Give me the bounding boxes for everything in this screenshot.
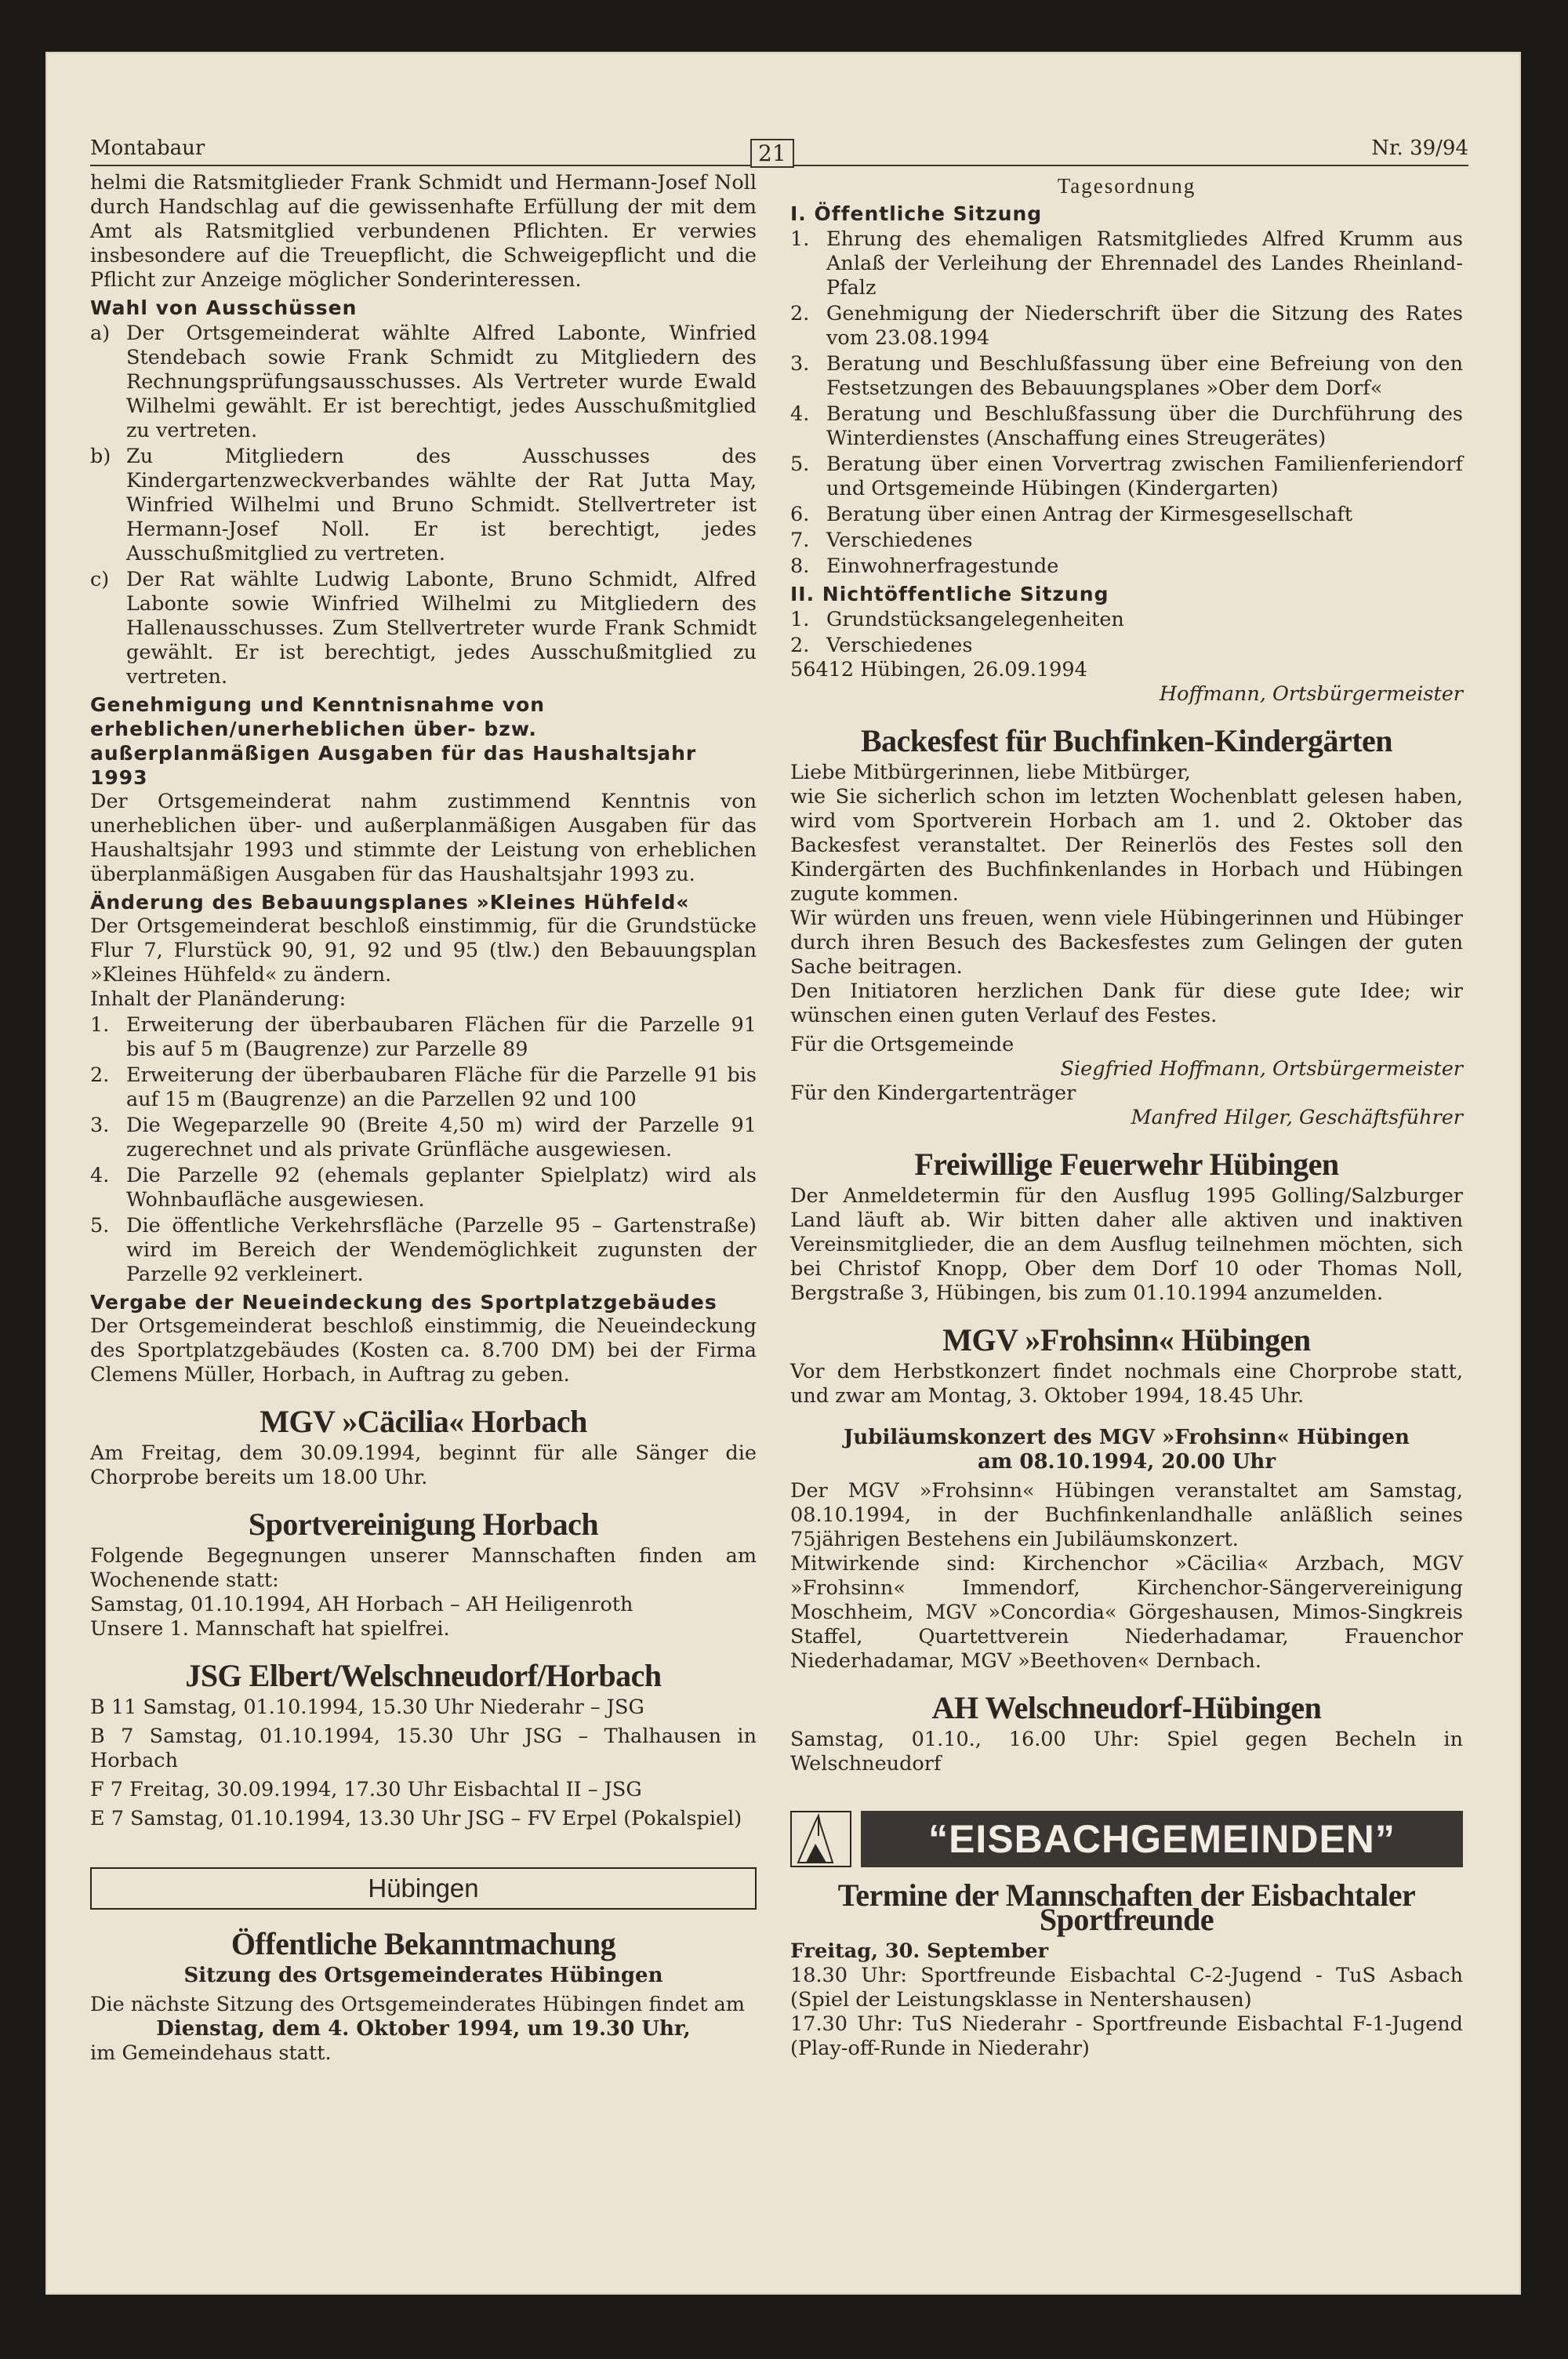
eisbach-day: Freitag, 30. September [790,1939,1049,1963]
jsg-line: E 7 Samstag, 01.10.1994, 13.30 Uhr JSG – FV Erpel (Pokalspiel) [90,1807,742,1830]
genehmigung-heading: Genehmigung und Kenntnisnahme von erheblichen/unerheblichen über- bzw. außerplanmäßigen Ausgaben für das Haushaltsjahr 1993 [90,693,697,789]
jsg-line: B 7 Samstag, 01.10.1994, 15.30 Uhr JSG – Thalhausen in Horbach [90,1725,757,1772]
tagesordnung-title: Tagesordnung [1057,174,1196,198]
backesfest-title: Backesfest für Buchfinken-Kindergärten [860,723,1393,758]
aenderung-heading: Änderung des Bebauungsplanes »Kleines Hühfeld« [90,891,690,914]
eisbach-line: 18.30 Uhr: Sportfreunde Eisbachtal C-2-Jugend - TuS Asbach (Spiel der Leistungsklasse in Nentershausen) [790,1964,1463,2012]
list-item: 4. Die Parzelle 92 (ehemals geplanter Spielplatz) wird als Wohnbaufläche ausgewiesen. [90,1164,757,1212]
wahl-heading: Wahl von Ausschüssen [90,296,358,319]
intro-paragraph: helmi die Ratsmitglieder Frank Schmidt und Hermann-Josef Noll durch Handschlag auf die gewissenhafte Erfüllung der mit dem Amt als Ratsmitglied verbundenen Pflichten. Er verwies insbesondere auf die Treuepflicht, die Schweigepflicht und die Pflicht zur Anzeige möglicher Sonderinteressen. [90,171,757,292]
eisbach-line: 17.30 Uhr: TuS Niederahr - Sportfreunde Eisbachtal F-1-Jugend (Play-off-Runde in Niederahr) [790,2012,1463,2060]
bekanntmachung-title: Öffentliche Bekanntmachung [230,1926,616,1961]
jsg-line: B 11 Samstag, 01.10.1994, 15.30 Uhr Niederahr – JSG [90,1696,644,1719]
list-item: a) Der Ortsgemeinderat wählte Alfred Labonte, Winfried Stendebach sowie Frank Schmidt zu Mitgliedern des Rechnungsprüfungsausschusses. Als Vertreter wurde Ewald Wilhelmi gewählt. Er ist berechtigt, jedes Ausschußmitglied zu vertreten. [90,322,757,442]
list-item: 1. Ehrung des ehemaligen Ratsmitgliedes Alfred Krumm aus Anlaß der Verleihung der Ehrennadel des Landes Rheinland-Pfalz [790,227,1463,300]
header-town: Montabaur [90,136,205,160]
eisbach-banner-row [790,1811,1463,1867]
frohsinn-text: Vor dem Herbstkonzert findet nochmals eine Chorprobe statt, und zwar am Montag, 3. Oktober 1994, 18.45 Uhr. [790,1360,1463,1408]
tagesordnung-place-date: 56412 Hübingen, 26.09.1994 [790,658,1087,682]
ah-title: AH Welschneudorf-Hübingen [931,1690,1322,1725]
feuerwehr-title: Freiwillige Feuerwehr Hübingen [914,1147,1339,1182]
mgv-caecilia-title: MGV »Cäcilia« Horbach [260,1404,587,1439]
mgv-caecilia-text: Am Freitag, dem 30.09.1994, beginnt für alle Sänger die Chorprobe bereits um 18.00 Uhr. [90,1441,757,1489]
vergabe-text: Der Ortsgemeinderat beschloß einstimmig, die Neueindeckung des Sportplatzgebäudes (Kosten ca. 8.700 DM) bei der Firma Clemens Müller, Horbach, in Auftrag zu geben. [90,1314,757,1387]
bekanntmachung-subtitle: Sitzung des Ortsgemeinderates Hübingen [183,1964,663,1987]
genehmigung-text: Der Ortsgemeinderat nahm zustimmend Kenntnis von unerheblichen über- und außerplanmäßigen Ausgaben für das Haushaltsjahr 1993 und stimmte der Leistung von erheblichen überplanmäßigen Ausgaben für das Haushaltsjahr 1993 zu. [90,790,757,886]
eisbachgemeinden-banner: “EISBACHGEMEINDEN” [861,1811,1463,1867]
list-item: 4. Beratung und Beschlußfassung über die Durchführung des Winterdienstes (Anschaffung eines Streugerätes) [790,402,1463,450]
list-item: 2. Genehmigung der Niederschrift über die Sitzung des Rates vom 23.08.1994 [790,302,1463,350]
list-item: 7. Verschiedenes [790,529,973,552]
huebingen-section-header: Hübingen [90,1867,757,1910]
tagesordnung-section-public: I. Öffentliche Sitzung [790,202,1043,225]
aenderung-text: Der Ortsgemeinderat beschloß einstimmig, für die Grundstücke Flur 7, Flurstück 90, 91, 92 und 95 (tlw.) den Bebauungsplan »Kleines Hühfeld« zu ändern. [90,914,757,987]
list-item: b) Zu Mitgliedern des Ausschusses des Kindergartenzweckverbandes wählte der Rat Jutta May, Winfried Wilhelmi und Bruno Schmidt. Stellvertreter ist Hermann-Josef Noll. Er ist berechtigt, jedes Ausschußmitglied zu vertreten. [90,445,757,565]
frohsinn-concert-heading: Jubiläumskonzert des MGV »Frohsinn« Hübingen [844,1426,1410,1449]
sport-line: Unsere 1. Mannschaft hat spielfrei. [90,1617,450,1641]
frohsinn-paragraph: Der MGV »Frohsinn« Hübingen veranstaltet am Samstag, 08.10.1994, in der Buchfinkenlandhalle anläßlich seines 75jährigen Bestehens ein Jubiläumskonzert. [790,1479,1463,1551]
left-column [90,171,757,2066]
tagesordnung-signature: Hoffmann, Ortsbürgermeister [1159,682,1463,706]
aenderung-inhalt: Inhalt der Planänderung: [90,987,347,1011]
backesfest-for-ortsgemeinde: Für die Ortsgemeinde [790,1033,1014,1056]
jsg-title: JSG Elbert/Welschneudorf/Horbach [185,1658,662,1693]
page-number: 21 [750,139,794,168]
eisbach-logo-icon [790,1811,851,1867]
jsg-line: F 7 Freitag, 30.09.1994, 17.30 Uhr Eisbachtal II – JSG [90,1778,642,1801]
list-item: 8. Einwohnerfragestunde [790,554,1059,578]
frohsinn-paragraph: Mitwirkende sind: Kirchenchor »Cäcilia« Arzbach, MGV »Frohsinn« Immendorf, Kirchenchor-Sängervereinigung Moschheim, MGV »Concordia« Görgeshausen, Mimos-Singkreis Staffel, Quartettverein Niederhadamar, Frauenchor Niederhadamar, MGV »Beethoven« Dernbach. [790,1552,1463,1673]
list-item: 6. Beratung über einen Antrag der Kirmesgesellschaft [790,503,1353,526]
frohsinn-title: MGV »Frohsinn« Hübingen [942,1322,1311,1358]
bekanntmachung-place: im Gemeindehaus statt. [90,2041,332,2065]
backesfest-signature: Siegfried Hoffmann, Ortsbürgermeister [1060,1057,1463,1081]
issue-number: Nr. 39/94 [1371,136,1468,160]
sportvereinigung-title: Sportvereinigung Horbach [248,1507,599,1542]
backesfest-paragraph: wie Sie sicherlich schon im letzten Wochenblatt gelesen haben, wird vom Sportverein Horbach am 1. und 2. Oktober das Backesfest veranstaltet. Der Reinerlös des Festes soll den Kindergärten des Buchfinkenlandes in Horbach und Hübingen zugute kommen. [790,785,1463,906]
page-header [90,127,1468,166]
sport-line: Folgende Begegnungen unserer Mannschaften finden am Wochenende statt: [90,1544,757,1592]
frohsinn-concert-date: am 08.10.1994, 20.00 Uhr [977,1450,1276,1474]
list-item: 1. Grundstücksangelegenheiten [790,608,1124,631]
bekanntmachung-text: Die nächste Sitzung des Ortsgemeinderates Hübingen findet am [90,1993,745,2016]
list-item: 2. Verschiedenes [790,634,973,657]
backesfest-paragraph: Den Initiatoren herzlichen Dank für diese gute Idee; wir wünschen einen guten Verlauf des Festes. [790,980,1463,1027]
vergabe-heading: Vergabe der Neueindeckung des Sportplatzgebäudes [90,1291,717,1314]
backesfest-paragraph: Wir würden uns freuen, wenn viele Hübingerinnen und Hübinger durch ihren Besuch des Backesfestes zum Gelingen der guten Sache beitragen. [790,907,1463,979]
right-column [790,171,1463,2061]
list-item: 5. Beratung über einen Vorvertrag zwischen Familienferiendorf und Ortsgemeinde Hübingen (Kindergarten) [790,453,1463,500]
feuerwehr-text: Der Anmeldetermin für den Ausflug 1995 Golling/Salzburger Land läuft ab. Wir bitten daher alle aktiven und inaktiven Vereinsmitglieder, die an dem Ausflug teilnehmen möchten, sich bei Christof Knopp, Ober dem Dorf 10 oder Thomas Noll, Bergstraße 3, Hübingen, bis zum 01.10.1994 anzumelden. [790,1184,1463,1305]
list-item: 1. Erweiterung der überbaubaren Flächen für die Parzelle 91 bis auf 5 m (Baugrenze) zur Parzelle 89 [90,1013,757,1061]
list-item: 3. Die Wegeparzelle 90 (Breite 4,50 m) wird der Parzelle 91 zugerechnet und als private Grünfläche ausgewiesen. [90,1114,757,1161]
backesfest-signature: Manfred Hilger, Geschäftsführer [1131,1106,1463,1129]
list-item: c) Der Rat wählte Ludwig Labonte, Bruno Schmidt, Alfred Labonte sowie Winfried Wilhelmi zu Mitgliedern des Hallenausschusses. Zum Stellvertreter wurde Frank Schmidt gewählt. Er ist berechtigt, jedes Ausschußmitglied zu vertreten. [90,568,757,689]
list-item: 2. Erweiterung der überbaubaren Fläche für die Parzelle 91 bis auf 15 m (Baugrenze) an die Parzellen 92 und 100 [90,1063,757,1111]
backesfest-greeting: Liebe Mitbürgerinnen, liebe Mitbürger, [790,761,1191,784]
ah-text: Samstag, 01.10., 16.00 Uhr: Spiel gegen Becheln in Welschneudorf [790,1728,1463,1776]
tagesordnung-section-private: II. Nichtöffentliche Sitzung [790,583,1109,605]
backesfest-for-traeger: Für den Kindergartenträger [790,1081,1076,1105]
eisbach-title: Termine der Mannschaften der Eisbachtaler Sportfreunde [837,1877,1416,1937]
list-item: 5. Die öffentliche Verkehrsfläche (Parzelle 95 – Gartenstraße) wird im Bereich der Wendemöglichkeit zugunsten der Parzelle 92 verkleinert. [90,1214,757,1286]
sport-line: Samstag, 01.10.1994, AH Horbach – AH Heiligenroth [90,1593,633,1616]
list-item: 3. Beratung und Beschlußfassung über eine Befreiung von den Festsetzungen des Bebauungsplanes »Ober dem Dorf« [790,352,1463,400]
bekanntmachung-date: Dienstag, dem 4. Oktober 1994, um 19.30 Uhr, [156,2017,691,2041]
